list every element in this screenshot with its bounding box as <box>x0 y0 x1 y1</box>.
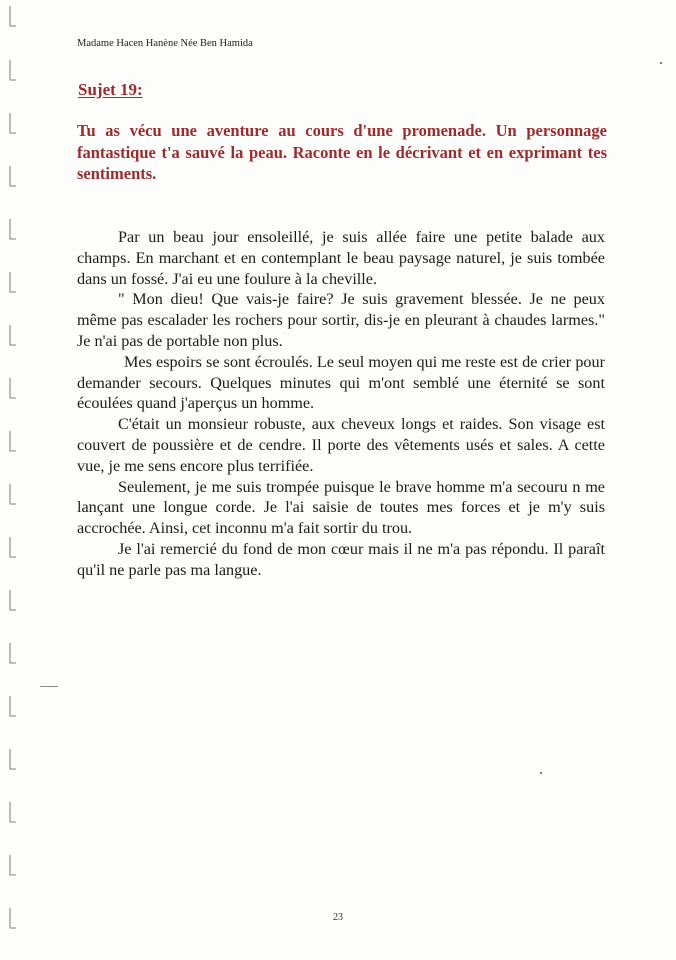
essay-body <box>77 227 605 581</box>
subject-heading: Sujet 19: <box>78 80 143 99</box>
essay-paragraph: Seulement, je me suis trompée puisque le brave homme m'a secouru n me lançant une longue corde. Je l'ai saisie de toutes mes forces et je m'y suis accrochée. Ainsi, cet inconnu m'a fait sortir du trou. <box>77 477 605 538</box>
essay-paragraph: " Mon dieu! Que vais-je faire? Je suis gravement blessée. Je ne peux même pas escalader les rochers pour sortir, dis-je en pleurant à chaudes larmes." Je n'ai pas de portable non plus. <box>77 290 605 350</box>
page-number: 23 <box>333 912 343 923</box>
paper-speck <box>660 62 662 64</box>
subject-prompt: Tu as vécu une aventure au cours d'une promenade. Un personnage fantastique t'a sauvé la peau. Raconte en le décrivant et en exprimant tes sentiments. <box>77 121 607 183</box>
essay-paragraph: Mes espoirs se sont écroulés. Le seul moyen qui me reste est de crier pour demander secours. Quelques minutes qui m'ont semblé une éternité se sont écoulées quand j'aperçus un homme. <box>77 352 605 413</box>
essay-paragraph: Par un beau jour ensoleillé, je suis allée faire une petite balade aux champs. En marchant et en contemplant le beau paysage naturel, je suis tombée dans un fossé. J'ai eu une foulure à la cheville. <box>77 228 605 288</box>
paper-speck <box>40 686 58 687</box>
essay-paragraph: Je l'ai remercié du fond de mon cœur mais il ne m'a pas répondu. Il paraît qu'il ne parle pas ma langue. <box>77 539 605 579</box>
binding-marks <box>4 0 26 960</box>
author-header: Madame Hacen Hanène Née Ben Hamida <box>77 38 253 49</box>
essay-paragraph: C'était un monsieur robuste, aux cheveux longs et raides. Son visage est couvert de poussière et de cendre. Il porte des vêtements usés et sales. A cette vue, je me sens encore plus terrifiée. <box>77 415 605 475</box>
paper-speck <box>540 772 542 774</box>
